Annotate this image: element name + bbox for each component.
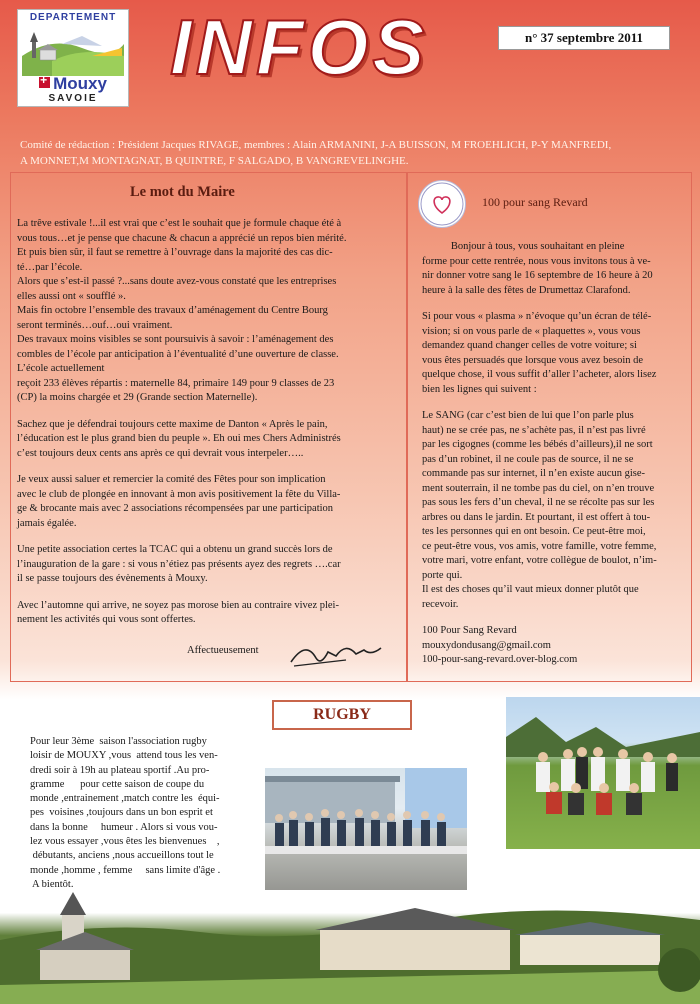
text-line: par les cigognes (comme les bébés d’ailleurs),il ne sort xyxy=(422,439,653,450)
text-line: votre mari, votre enfant, votre collègue de boulot, n’im- xyxy=(422,555,657,566)
text-line: gramme pour cette saison de coupe du xyxy=(30,778,205,790)
text-line: La trêve estivale !...il est vrai que c’est le souhait que je formule chaque été à xyxy=(17,218,342,229)
text-line: jamais égalée. xyxy=(17,517,77,529)
text-line: ce peut-être vous, vos amis, votre famille, votre femme, xyxy=(422,540,657,552)
text-line: vision; si on vous parle de « plaquettes », vous vous xyxy=(422,325,641,337)
sang-article xyxy=(422,240,692,668)
text-line: Pour leur 3ème saison l'association rugby xyxy=(30,736,207,747)
text-line: Des travaux moins visibles se sont poursuivis à savoir : l’aménagement des xyxy=(17,334,334,345)
text-line: pes voisines ,toujours dans un bon esprit et xyxy=(30,807,213,819)
text-line: Je veux aussi saluer et remercier la comité des Fêtes pour son implication xyxy=(17,474,326,485)
mouxy-logo xyxy=(17,9,129,107)
text-line: reçoit 233 élèves répartis : maternelle 84, primaire 149 pour 9 classes de 23 xyxy=(17,377,335,389)
text-line: seront terminés…ouf…oui vraiment. xyxy=(17,319,173,331)
maire-heading: Le mot du Maire xyxy=(130,184,235,200)
text-line: heure à la salle des fêtes de Drumettaz Clarafond. xyxy=(422,284,631,296)
text-line: Mais fin octobre l’ensemble des travaux d’aménagement du Centre Bourg xyxy=(17,305,328,316)
text-line: l’inauguration de la gare : si vous n’étiez pas présents ayez des regrets ….car xyxy=(17,558,341,570)
text-line: ge & brocante mais avec 2 associations récompensées par une participation xyxy=(17,503,334,514)
text-line: Avec l’automne qui arrive, ne soyez pas morose bien au contraire vivez plei- xyxy=(17,599,339,611)
savoie-flag-icon xyxy=(39,77,50,88)
text-line: (CP) la moins chargée et 29 (Grande section Maternelle). xyxy=(17,392,258,403)
village-church-icon xyxy=(0,890,700,1004)
text-line: ment souterrain, il ne tombe pas du ciel, on n’en trouve xyxy=(422,482,655,494)
committee-line-2: A MONNET,M MONTAGNAT, B QUINTRE, F SALGADO, B VANGREVELINGHE. xyxy=(20,155,409,167)
text-line: forme pour cette rentrée, nous vous invitons tous à ve- xyxy=(422,255,651,267)
village-panorama-photo xyxy=(0,890,700,1004)
issue-number: n° 37 septembre 2011 xyxy=(498,26,670,50)
text-line: Et puis bien sûr, il faut se remettre à l’ouvrage dans la majorité des cas dic- xyxy=(17,247,333,258)
text-line: débutants, anciens ,nous accueillons tout le xyxy=(30,850,214,862)
committee-line-1: Comité de rédaction : Président Jacques RIVAGE, membres : Alain ARMANINI, J-A BUISSON, M FROEHLICH, P-Y MANFREDI, xyxy=(20,139,612,151)
text-line: 100 Pour Sang Revard xyxy=(422,625,517,636)
text-line: nement les activités qui vous sont offertes. xyxy=(17,614,196,625)
text-line: dans la bonne humeur . Alors si vous vou- xyxy=(30,821,218,833)
text-line: Alors que s’est-il passé ?...sans doute avez-vous constaté que les entreprises xyxy=(17,276,337,287)
village-event-photo xyxy=(265,768,467,903)
rugby-article xyxy=(30,735,258,892)
text-line: demandez quand changer celles de votre voiture; si xyxy=(422,340,637,351)
page-title: INFOS xyxy=(170,3,429,91)
text-line: combles de l’école par anticipation à l’éventualité d’une ouverture de classe. xyxy=(17,348,339,360)
logo-department: DEPARTEMENT xyxy=(29,12,117,23)
paragraph-gap xyxy=(17,531,397,543)
text-line: Une petite association certes la TCAC qui a obtenu un grand succès lors de xyxy=(17,544,333,555)
text-line: Si pour vous « plasma » n’évoque qu’un écran de télé- xyxy=(422,311,652,322)
closing-text: Affectueusement xyxy=(187,645,259,656)
text-line: pas d’un robinet, il ne coule pas de source, il ne se xyxy=(422,453,634,465)
sang-heading: 100 pour sang Revard xyxy=(482,195,588,209)
text-line: vous tous…et je pense que chacune & chacun a apprécié un repos bien mérité. xyxy=(17,232,347,244)
text-line: il se passe toujours des évènements à Mouxy. xyxy=(17,573,208,584)
text-line: loisir de MOUXY ,vous attend tous les ven- xyxy=(30,750,218,762)
village-landscape-icon xyxy=(22,26,124,76)
don-du-sang-logo-icon xyxy=(418,180,466,228)
text-line: Le SANG (car c’est bien de lui que l’on parle plus xyxy=(422,410,634,421)
paragraph-gap xyxy=(17,406,397,418)
text-line: Bonjour à tous, vous souhaitant en pleine xyxy=(422,241,625,252)
text-line: monde ,entrainement ,match contre les équi- xyxy=(30,793,220,805)
text-line: recevoir. xyxy=(422,598,459,610)
text-line: mouxydondusang@gmail.com xyxy=(422,639,551,651)
text-line: elles aussi ont « soufflé ». xyxy=(17,290,126,302)
paragraph-gap xyxy=(17,461,397,473)
rugby-team-photo xyxy=(506,697,700,849)
text-line: té…par l’école. xyxy=(17,261,83,273)
rugby-heading: RUGBY xyxy=(272,700,412,730)
text-line: c’est toujours deux cents ans après ce qui devrait vous interpeler….. xyxy=(17,447,304,459)
text-line: A bientôt. xyxy=(30,878,74,890)
text-line: dredi soir à 19h au plateau sportif .Au pro- xyxy=(30,764,210,776)
text-line: bien les lignes qui suivent : xyxy=(422,383,537,395)
text-line: 100-pour-sang-revard.over-blog.com xyxy=(422,654,578,665)
text-line: Sachez que je défendrai toujours cette maxime de Danton « Après le pain, xyxy=(17,418,328,430)
text-line: nir donner votre sang le 16 septembre de 16 heure à 20 xyxy=(422,270,653,281)
text-line: monde ,homme , femme sans limite d'âge . xyxy=(30,864,221,876)
logo-name-text: Mouxy xyxy=(53,74,107,93)
paragraph-gap xyxy=(422,397,692,409)
editorial-committee xyxy=(20,137,690,169)
text-line: quelque chose, il vous suffit d’aller l’acheter, alors lisez xyxy=(422,369,657,380)
text-line: tes les personnes qui en ont besoin. Ce peut-être moi, xyxy=(422,526,646,537)
text-line: pas sous les fers d’un cheval, il ne se récolte pas sur les xyxy=(422,497,655,508)
text-line: porte qui. xyxy=(422,569,463,581)
text-line: vous êtes persuadés que lorsque vous avez besoin de xyxy=(422,354,644,366)
text-line: l’éducation est le plus grand bien du peuple ». Eh oui mes Chers Administrés xyxy=(17,433,341,444)
team-players-icon xyxy=(506,697,700,849)
paragraph-gap xyxy=(17,587,397,599)
text-line: avec le club de plongée en innovant à mon avis positivement la fête du Villa- xyxy=(17,488,341,500)
text-line: arbres ou dans le jardin. Et pourtant, il est offert à tou- xyxy=(422,511,651,523)
logo-region: SAVOIE xyxy=(48,93,98,104)
text-line: Il est des choses qu’il vaut mieux donner plutôt que xyxy=(422,584,639,595)
text-line: L’école actuellement xyxy=(17,363,105,374)
text-line: haut) ne se crée pas, ne s’achète pas, il n’est pas livré xyxy=(422,424,646,436)
paragraph-gap xyxy=(422,612,692,624)
maire-article xyxy=(17,217,397,628)
text-line: commande pas sur internet, il n’en existe aucun gise- xyxy=(422,468,646,479)
logo-name xyxy=(18,74,128,94)
text-line: lez vous essayer ,vous êtes les bienvenues , xyxy=(30,836,220,848)
mayor-signature-icon xyxy=(286,630,386,670)
crowd-tables-icon xyxy=(265,768,467,903)
paragraph-gap xyxy=(422,298,692,310)
